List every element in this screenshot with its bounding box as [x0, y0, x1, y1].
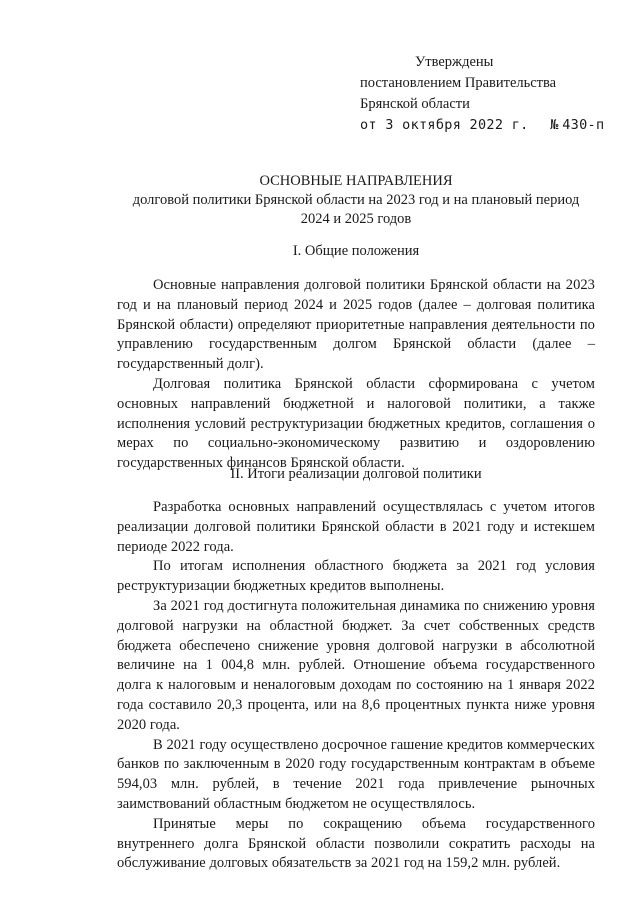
- section-heading: II. Итоги реализации долговой политики: [230, 466, 482, 482]
- document-title: [117, 172, 595, 229]
- title-main: ОСНОВНЫЕ НАПРАВЛЕНИЯ: [259, 173, 453, 189]
- approval-number-label: №: [550, 117, 559, 133]
- paragraph: Основные направления долговой политики Брянской области на 2023 год и на плановый период 2024 и 2025 годов (далее – долговая политика Брянской области) определяют приоритетные направления деятельности по управлению государственным долгом Брянской области (далее – государственный долг).: [117, 277, 595, 373]
- approval-stamp: [360, 52, 610, 136]
- paragraph: В 2021 году осуществлено досрочное гашение кредитов коммерческих банков по заключенным в 2020 году государственным контрактам в объеме 594,03 млн. рублей, в течение 2021 года привлечение рыночных заимствований областным бюджетом не осуществлялось.: [117, 736, 595, 812]
- paragraph: За 2021 год достигнута положительная динамика по снижению уровня долговой нагрузки на областной бюджет. За счет собственных средств бюджета обеспечено снижение уровня долговой нагрузки в абсолютной величине на 1 004,8 млн. рублей. Отношение объема государственного долга к налоговым и неналоговым доходам по состоянию на 1 января 2022 года составило 20,3 процента, или на 8,6 процентных пункта ниже уровня 2020 года.: [117, 597, 595, 733]
- approval-number: 430-п: [562, 117, 605, 133]
- section-body: [117, 276, 595, 474]
- approval-date-line: [360, 115, 610, 136]
- paragraph: Принятые меры по сокращению объема государственного внутреннего долга Брянской области позволили сократить расходы на обслуживание долговых обязательств за 2021 год на 159,2 млн. рублей.: [117, 815, 595, 872]
- approval-line: Утверждены: [415, 54, 494, 70]
- approval-date: от 3 октября 2022 г.: [360, 117, 529, 133]
- paragraph: Разработка основных направлений осуществлялась с учетом итогов реализации долговой политики Брянской области в 2021 году и истекшем периоде 2022 года.: [117, 499, 595, 555]
- approval-line: постановлением Правительства: [360, 75, 557, 91]
- paragraph: По итогам исполнения областного бюджета за 2021 год условия реструктуризации бюджетных кредитов выполнены.: [117, 558, 595, 595]
- paragraph: Долговая политика Брянской области сформирована с учетом основных направлений бюджетной и налоговой политики, а также исполнения условий реструктуризации бюджетных кредитов, соглашения о мерах по социально-экономическому развитию и оздоровлению государственных финансов Брянской области.: [117, 375, 595, 472]
- section-heading: I. Общие положения: [292, 243, 420, 259]
- section-body: [117, 498, 595, 874]
- title-subtitle: 2024 и 2025 годов: [300, 211, 412, 227]
- approval-line: Брянской области: [360, 96, 470, 112]
- title-subtitle: долговой политики Брянской области на 2023 год и на плановый период: [132, 192, 580, 208]
